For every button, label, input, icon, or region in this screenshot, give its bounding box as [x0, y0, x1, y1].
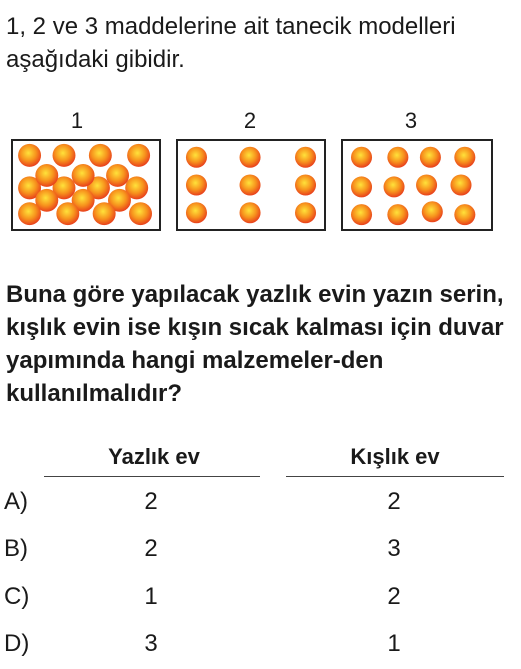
model-3-label: 3 — [404, 108, 418, 133]
particle — [18, 202, 41, 225]
option-kislik-value: 2 — [387, 488, 401, 515]
particle — [295, 174, 316, 195]
intro-text: 1, 2 ve 3 maddelerine ait tanecik modelleri aşağıdaki gibidir. — [6, 13, 456, 73]
model-1-box — [11, 139, 161, 231]
particle — [35, 164, 58, 187]
particle — [416, 174, 437, 195]
option-letter: B) — [4, 535, 28, 562]
particle — [240, 147, 261, 168]
particle — [18, 144, 41, 167]
particle — [127, 144, 150, 167]
option-kislik-value: 3 — [387, 535, 401, 562]
model-3-particles — [351, 147, 475, 225]
particle — [351, 147, 372, 168]
particle — [387, 204, 408, 225]
model-3-box — [341, 139, 493, 231]
particle — [384, 176, 405, 197]
particle — [129, 202, 152, 225]
option-yazlik-value: 2 — [144, 488, 158, 515]
option-letter: D) — [4, 630, 30, 657]
option-kislik-value: 1 — [387, 630, 401, 657]
particle — [420, 147, 441, 168]
model-1-label: 1 — [70, 108, 84, 133]
option-kislik-value: 2 — [387, 583, 401, 610]
particle — [351, 204, 372, 225]
particle — [53, 144, 76, 167]
column-header-kislik: Kışlık ev — [350, 444, 440, 469]
question-text: Buna göre yapılacak yazlık evin yazın serin, kışlık evin ise kışın sıcak kalması için duvar yapımında hangi malzemeler-den kullanılmalıdır? — [6, 281, 504, 407]
option-yazlik-value: 3 — [144, 630, 158, 657]
option-letter: A) — [4, 488, 28, 515]
particle — [454, 204, 475, 225]
model-2-label: 2 — [243, 108, 257, 133]
particle — [295, 147, 316, 168]
column-underline-yazlik — [44, 476, 260, 477]
option-letter: C) — [4, 583, 30, 610]
particle — [89, 144, 112, 167]
model-2-box — [176, 139, 326, 231]
particle — [56, 202, 79, 225]
particle — [186, 202, 207, 223]
model-2-particles — [186, 147, 316, 224]
particle — [387, 147, 408, 168]
particle — [450, 174, 471, 195]
particle — [351, 176, 372, 197]
option-yazlik-value: 2 — [144, 535, 158, 562]
particle — [240, 202, 261, 223]
particle — [93, 202, 116, 225]
particle — [106, 164, 129, 187]
particle — [72, 164, 95, 187]
option-yazlik-value: 1 — [144, 583, 158, 610]
particle — [186, 174, 207, 195]
particle — [186, 147, 207, 168]
particle — [240, 174, 261, 195]
column-header-yazlik: Yazlık ev — [108, 444, 200, 469]
particle — [295, 202, 316, 223]
column-underline-kislik — [286, 476, 504, 477]
model-1-particles — [18, 144, 152, 225]
particle — [454, 147, 475, 168]
particle — [422, 201, 443, 222]
